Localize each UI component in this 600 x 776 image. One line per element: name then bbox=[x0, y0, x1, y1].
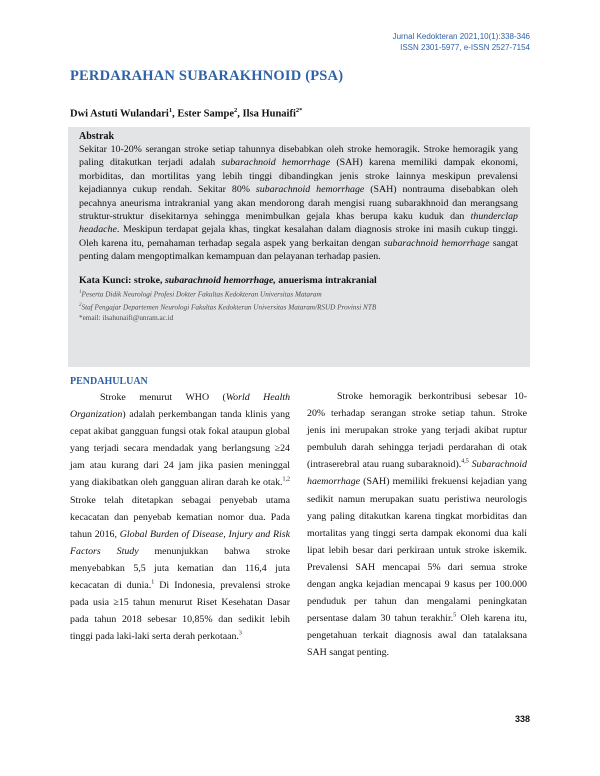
abstract-segment: (SAH) karena memiliki dampak ekonomi, morbiditas, dan mortilitas yang lebih tinggi dibandingkan jenis stroke lainnya meskipun prevalensi kejadiannya cukup rendah. Sekitar 80% bbox=[79, 157, 519, 196]
keywords-label: Kata Kunci: stroke, bbox=[79, 274, 165, 286]
intro-paragraph-1 bbox=[70, 389, 290, 645]
intro-paragraph-2 bbox=[307, 388, 527, 662]
abstract-text bbox=[79, 143, 518, 264]
body-italic-term: Subarachnoid haemorrhage bbox=[307, 459, 527, 488]
affil-text: Peserta Didik Neurologi Profesi Dokter Fakultas Kedokteran Universitas Mataram bbox=[81, 290, 322, 299]
abstract-italic-term: thunderclap headache bbox=[79, 211, 518, 236]
affil-mark: 2 bbox=[79, 303, 82, 309]
keyword-italic: subarachnoid hemorrhage, bbox=[164, 274, 276, 286]
abstract-italic-term: subarachnoid hemorrhage bbox=[221, 157, 331, 169]
affiliation-1 bbox=[79, 287, 518, 300]
abstract-heading: Abstrak bbox=[79, 131, 115, 142]
journal-header bbox=[393, 31, 530, 53]
keywords bbox=[79, 275, 518, 287]
email-address: ilsahunaifi@unram.ac.id bbox=[102, 314, 174, 323]
author-affil-mark: 2 bbox=[234, 107, 238, 114]
journal-citation: Jurnal Kedokteran 2021,10(1):338-346 bbox=[392, 32, 530, 41]
citation-mark: 5 bbox=[453, 612, 457, 619]
abstract-box bbox=[68, 127, 530, 367]
body-segment: (SAH) memiliki frekuensi kejadian yang sedikit namun merupakan suatu peristiwa neurologis yang paling ditakutkan karena tingkat morbiditas dan mortalitas yang tinggi serta dampak ekonomi dua kali lipat lebih besar dari perkiraan untuk stroke iskemik. Prevalensi SAH mencapai 5% dari semua stroke dengan angka kejadian mencapai 9 kasus per 100.000 penduduk per tahun dan mengalami peningkatan persentase dalam 30 tahun terakhir. bbox=[307, 476, 527, 625]
email-label: *email: bbox=[79, 314, 103, 323]
citation-mark: 1 bbox=[151, 579, 155, 586]
keyword-rest: anuerisma intrakranial bbox=[275, 274, 377, 286]
citation-mark: 4,5 bbox=[461, 459, 469, 466]
body-segment: Stroke menurut WHO ( bbox=[100, 392, 226, 403]
body-segment: Di Indonesia, prevalensi stroke pada usia ≥15 tahun menurut Riset Kesehatan Dasar pada tahun 2018 sebesar 10,85% dan sedikit lebih tinggi pada laki-laki serta derah perkotaan. bbox=[70, 580, 290, 643]
body-segment: menunjukkan bahwa stroke menyebabkan 5,5 juta kematian dan 116,4 juta kecacatan di dunia. bbox=[70, 545, 290, 592]
author-affil-mark: 1 bbox=[168, 107, 173, 114]
abstract-segment: sangat penting dalam mengoptimalkan kemampuan dan pelayanan terhadap pasien. bbox=[79, 237, 518, 263]
citation-mark: 3 bbox=[238, 631, 242, 638]
corresponding-email bbox=[79, 313, 518, 324]
abstract-segment: (SAH) nontrauma disebabkan oleh pecahnya aneurisma intrakranial yang akan mendorong darah mengisi ruang subarakhnoid dan merangsang struktur-struktur disekitarnya sehingga menimbulkan gejala khas berupa kaku kuduk dan bbox=[79, 184, 518, 223]
author-list: Dwi Astuti Wulandari$^1$, Ester Sampe$^2$, Ilsa Hunaifi$^{2*}$ bbox=[70, 107, 303, 120]
journal-issn: ISSN 2301-5977, e-ISSN 2527-7154 bbox=[400, 43, 530, 52]
citation-mark: 1,2 bbox=[282, 477, 290, 484]
author-name: Ilsa Hunaifi bbox=[242, 108, 296, 120]
abstract-italic-term: subarachnoid hemorrhage bbox=[383, 237, 490, 249]
body-segment: Stroke telah ditetapkan sebagai penyebab utama kecacatan dan penyebab kematian nomor dua. Pada tahun 2016, bbox=[70, 494, 290, 540]
page-number: 338 bbox=[514, 714, 530, 724]
abstract-segment: Sekitar 10-20% serangan stroke setiap tahunnya disebabkan oleh stroke hemoragik. Stroke hemoragik yang paling ditakutkan terjadi adalah bbox=[79, 144, 518, 169]
affil-text: Staf Pengajar Departemen Neurologi Fakultas Kedokteran Universitas Mataram/RSUD Provinsi NTB bbox=[81, 303, 377, 312]
body-column-left bbox=[70, 376, 290, 645]
article-title: PERDARAHAN SUBARAKHNOID (PSA) bbox=[70, 68, 344, 84]
abstract-segment: . Meskipun terdapat gejala khas, tingkat kesalahan dalam diagnosis stroke ini masih cukup tinggi. Oleh karena itu, pemahaman terhadap segala aspek yang berkaitan dengan bbox=[79, 224, 518, 249]
affil-mark: 1 bbox=[79, 289, 82, 295]
body-segment: Oleh karena itu, pengetahuan terkait diagnosis awal dan tatalaksana SAH sangat penting. bbox=[307, 613, 528, 659]
author-affil-mark: 2* bbox=[295, 107, 303, 114]
affiliation-2 bbox=[79, 300, 518, 313]
body-italic-term: Global Burden of Disease, Injury and Risk Factors Study bbox=[70, 528, 290, 557]
body-column-right bbox=[307, 388, 527, 662]
author-name: Ester Sampe bbox=[177, 108, 234, 120]
body-segment: Stroke hemoragik berkontribusi sebesar 10-20% terhadap serangan stroke setiap tahun. Stroke jenis ini merupakan stroke yang terjadi akibat ruptur pembuluh darah sehingga terjadi perdarahan di otak (intraserebral atau ruang subaraknoid). bbox=[307, 391, 527, 471]
section-heading: PENDAHULUAN bbox=[70, 376, 148, 387]
body-segment: ) adalah perkembangan tanda klinis yang cepat akibat gangguan fungsi otak fokal ataupun global yang terjadi secara mendadak yang berlangsung ≥24 jam atau kurang dari 24 jam jika pasien meninggal yang diakibatkan oleh gangguan aliran darah ke otak. bbox=[70, 409, 290, 489]
body-italic-term: World Health Organization bbox=[70, 392, 291, 421]
author-name: Dwi Astuti Wulandari bbox=[70, 108, 169, 120]
abstract-italic-term: subarachnoid hemorrhage bbox=[255, 184, 365, 196]
